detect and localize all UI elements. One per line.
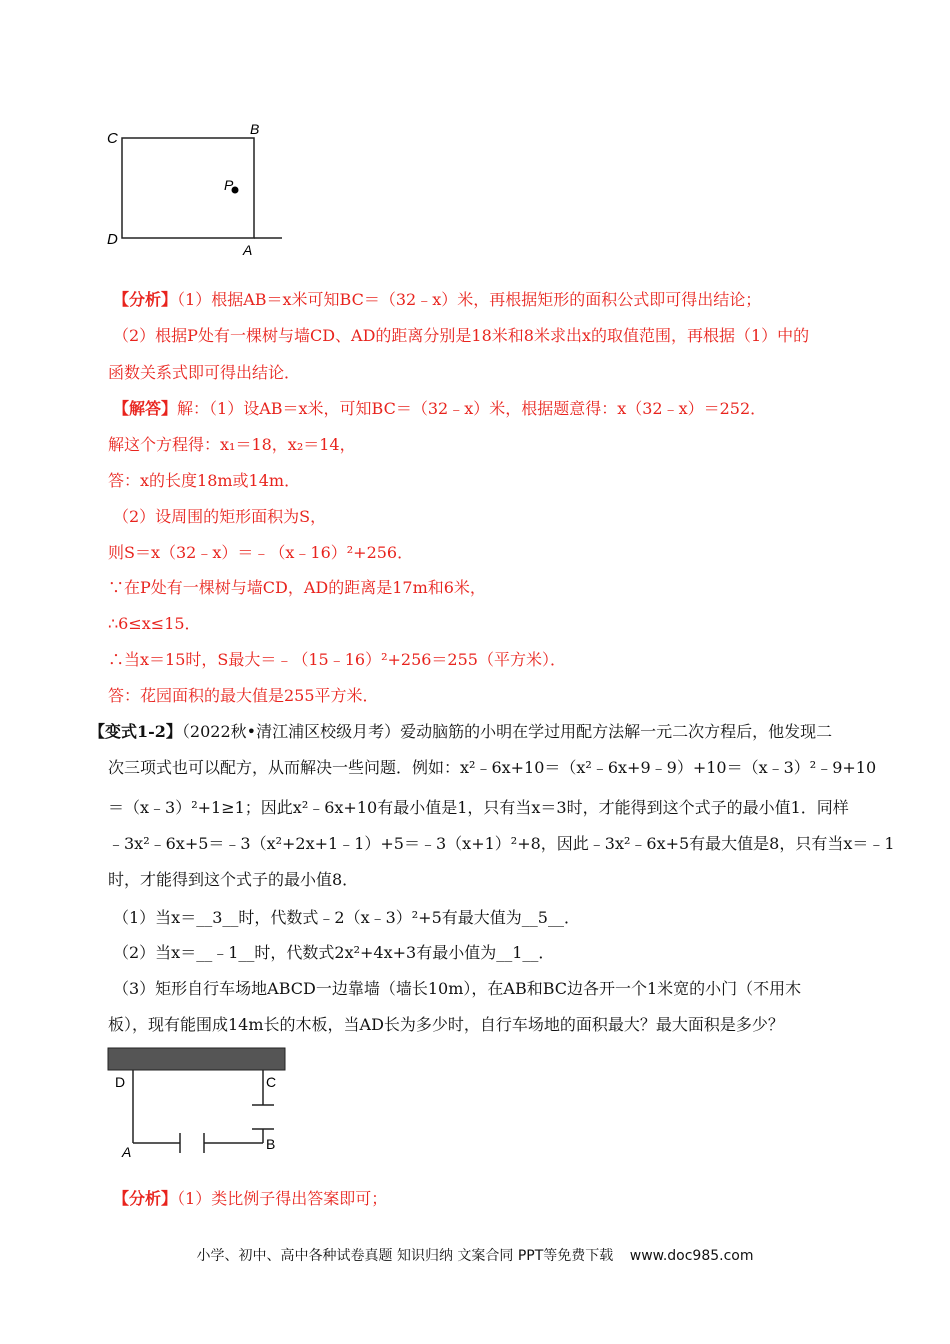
analysis2-tag: 【分析】 (113, 1189, 178, 1208)
label-c: C (107, 130, 118, 147)
label-p: P (224, 177, 234, 193)
variant-source: （2022秋•清江浦区校级月考） (181, 722, 401, 741)
solution1-line8: ∴当x＝15时，S最大＝﹣（15﹣16）²+256＝255（平方米）． (108, 650, 566, 669)
variant-line4: ﹣3x²﹣6x+5＝﹣3（x²+2x+1﹣1）+5＝﹣3（x+1）²+8，因此﹣3x²﹣6x+5有最大值是8，只有当x＝﹣1 (108, 834, 895, 853)
analysis2-text: （1）类比例子得出答案即可； (177, 1189, 388, 1208)
variant-text1: 爱动脑筋的小明在学过用配方法解一元二次方程后，他发现二 (400, 722, 833, 741)
analysis1-text: （1）根据AB＝x米可知BC＝（32﹣x）米，再根据矩形的面积公式即可得出结论； (177, 290, 762, 309)
question-1: （1）当x＝__3__时，代数式﹣2（x﹣3）²+5有最大值为__5__． (113, 908, 580, 927)
solution1-text: 解：（1）设AB＝x米，可知BC＝（32﹣x）米，根据题意得：x（32﹣x）＝252． (177, 399, 767, 418)
solution-tag: 【解答】 (113, 399, 178, 418)
page-footer (0, 1245, 950, 1265)
footer-url[interactable]: www.doc985.com (629, 1248, 754, 1264)
analysis1-line3: 函数关系式即可得出结论． (108, 363, 301, 382)
solution1-line9: 答：花园面积的最大值是255平方米． (108, 686, 379, 705)
solution1-line2: 解这个方程得：x₁＝18，x₂＝14， (108, 435, 356, 454)
analysis1-line2: （2）根据P处有一棵树与墙CD、AD的距离分别是18米和8米求出x的取值范围，再根据（1）中的 (113, 326, 810, 345)
solution1-line7: ∴6≤x≤15． (108, 614, 201, 633)
label-a2: A (122, 1144, 132, 1160)
question-3-line2: 板），现有能围成14m长的木板，当AD长为多少时，自行车场地的面积最大？最大面积是多少？ (108, 1015, 784, 1034)
analysis-tag: 【分析】 (113, 290, 178, 309)
solution1-line3: 答：x的长度18m或14m． (108, 471, 301, 490)
variant-line1 (89, 722, 832, 742)
label-d2: D (115, 1074, 126, 1090)
label-a: A (243, 242, 253, 258)
label-b: B (250, 121, 260, 137)
variant-line2: 次三项式也可以配方，从而解决一些问题．例如：x²﹣6x+10＝（x²﹣6x+9﹣9）+10＝（x﹣3）²﹣9+10 (108, 758, 877, 777)
figure-bike-lot (100, 1045, 300, 1165)
solution1-line1 (113, 399, 766, 419)
footer-text: 小学、初中、高中各种试卷真题 知识归纳 文案合同 PPT等免费下载 (196, 1248, 614, 1264)
label-c2: C (266, 1074, 277, 1090)
label-b2: B (266, 1136, 276, 1152)
label-d: D (107, 231, 118, 248)
question-3-line1: （3）矩形自行车场地ABCD一边靠墙（墙长10m），在AB和BC边各开一个1米宽的小门（不用木 (113, 979, 802, 998)
figure-rectangle-garden (100, 118, 290, 263)
analysis1-line1 (113, 290, 761, 310)
variant-line5: 时，才能得到这个式子的最小值8． (108, 870, 359, 889)
question-2: （2）当x＝__﹣1__时，代数式2x²+4x+3有最小值为__1__． (113, 943, 555, 962)
solution1-line4: （2）设周围的矩形面积为S， (113, 507, 327, 526)
variant-tag: 【变式1-2】 (89, 722, 182, 741)
analysis2-line1 (113, 1189, 387, 1209)
solution1-line5: 则S＝x（32﹣x）＝﹣（x﹣16）²+256． (108, 543, 414, 562)
variant-line3: ＝（x﹣3）²+1≥1；因此x²﹣6x+10有最小值是1，只有当x＝3时，才能得到这个式子的最小值1．同样 (108, 798, 849, 817)
solution1-line6: ∵在P处有一棵树与墙CD，AD的距离是17m和6米， (108, 578, 486, 597)
